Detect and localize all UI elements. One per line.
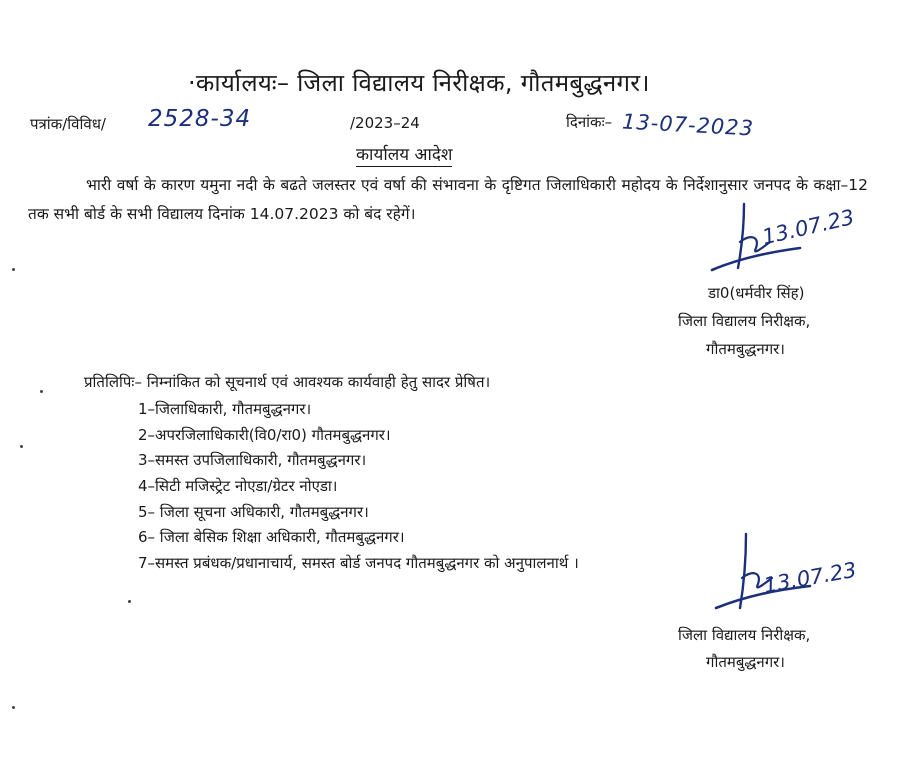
signatory-1-designation: जिला विद्यालय निरीक्षक,: [678, 312, 811, 330]
list-item: 1–जिलाधिकारी, गौतमबुद्धनगर।: [138, 400, 312, 418]
signatory-1-location: गौतमबुद्धनगर।: [706, 340, 785, 358]
list-item: 2–अपरजिलाधिकारी(वि0/रा0) गौतमबुद्धनगर।: [138, 425, 391, 444]
signatory-2-designation: जिला विद्यालय निरीक्षक,: [678, 626, 811, 644]
session-year: /2023–24: [350, 114, 420, 132]
signature-2-date: 13.07.23: [762, 557, 859, 598]
scan-dot: [20, 445, 23, 448]
scan-dot: [12, 268, 15, 271]
list-item: 4–सिटी मजिस्ट्रेट नोएडा/ग्रेटर नोएडा।: [138, 477, 338, 496]
office-heading: ·कार्यालयः– जिला विद्यालय निरीक्षक, गौतमबुद्धनगर।: [188, 69, 650, 97]
order-body: भारी वर्षा के कारण यमुना नदी के बढते जलस्तर एवं वर्षा की संभावना के दृष्टिगत जिलाधिकारी महोदय के निर्देशानुसार जनपद के कक्षा–12 तक सभी बोर्ड के सभी विद्यालय दिनांक 14.07.2023 को बंद रहेगें।: [28, 176, 868, 223]
scan-dot: [12, 706, 15, 709]
list-item: 3–समस्त उपजिलाधिकारी, गौतमबुद्धनगर।: [138, 451, 367, 470]
reference-number: 2528-34: [148, 106, 252, 132]
copy-recipient-list: [138, 397, 579, 577]
list-item: 5– जिला सूचना अधिकारी, गौतमबुद्धनगर।: [138, 502, 369, 521]
order-title: कार्यालय आदेश: [356, 142, 452, 167]
scan-dot: [40, 390, 43, 393]
reference-label: पत्रांक/विविध/: [30, 115, 106, 133]
scan-dot: [128, 600, 131, 603]
copy-distribution-intro: प्रतिलिपिः– निम्नांकित को सूचनार्थ एवं आवश्यक कार्यवाही हेतु सादर प्रेषित।: [84, 373, 491, 391]
signatory-1-name: डा0(धर्मवीर सिंह): [708, 284, 805, 302]
signature-1-date: 13.07.23: [760, 204, 857, 250]
signatory-2-location: गौतमबुद्धनगर।: [706, 653, 785, 671]
handwritten-date: 13-07-2023: [621, 109, 755, 141]
list-item: 7–समस्त प्रबंधक/प्रधानाचार्य, समस्त बोर्ड जनपद गौतमबुद्धनगर को अनुपालनार्थ ।: [138, 554, 579, 573]
date-label: दिनांकः–: [566, 113, 613, 131]
list-item: 6– जिला बेसिक शिक्षा अधिकारी, गौतमबुद्धनगर।: [138, 528, 405, 547]
